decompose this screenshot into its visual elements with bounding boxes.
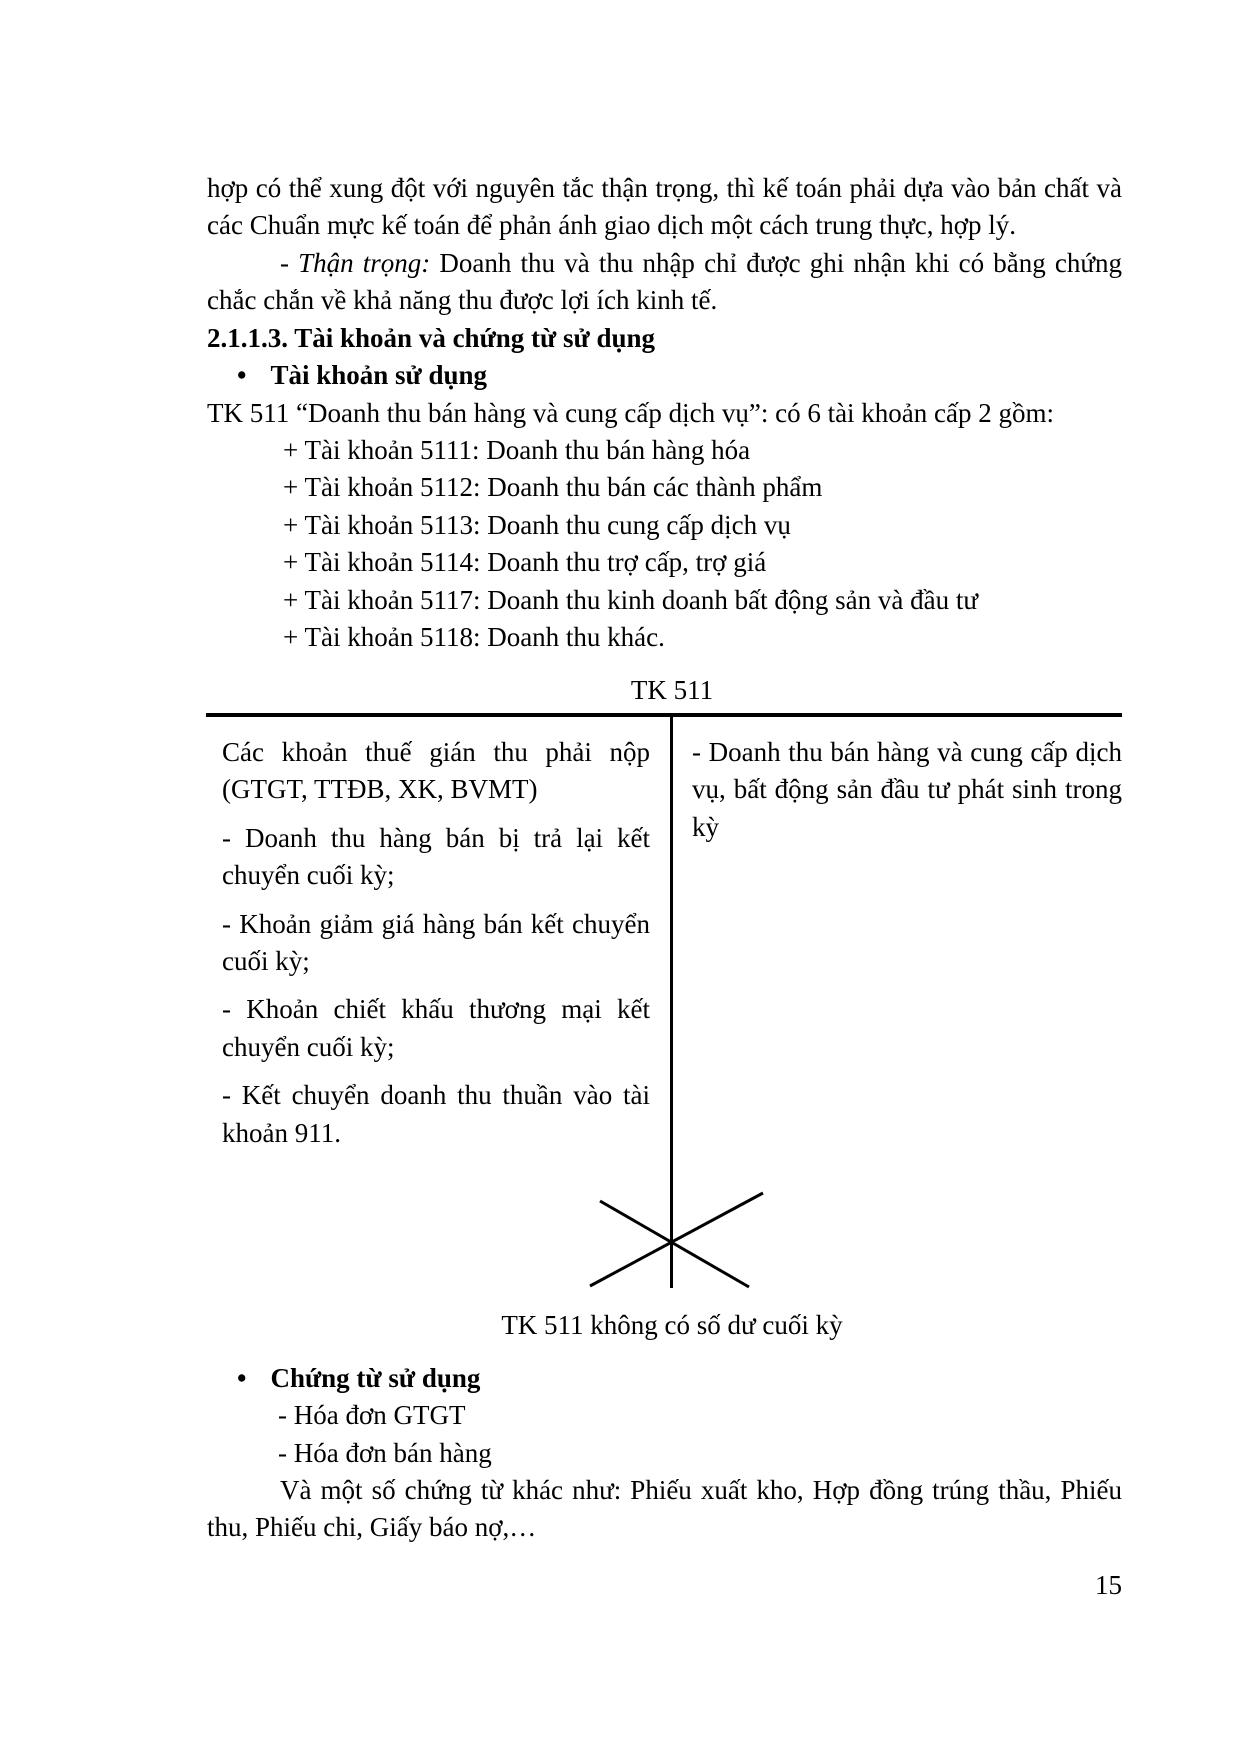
documents-closing-paragraph: Và một số chứng từ khác như: Phiếu xuất kho, Hợp đồng trúng thầu, Phiếu thu, Phiếu chi, Giấy báo nợ,…	[207, 1475, 1122, 1543]
prudence-text: Doanh thu và thu nhập chỉ được ghi nhận khi có bằng chứng chắc chắn về khả năng thu được lợi ích kinh tế.	[207, 248, 1122, 316]
document-item: - Hóa đơn GTGT	[278, 1400, 466, 1430]
bullet-icon: •	[237, 360, 247, 390]
documents-bullet-line	[207, 1360, 1152, 1397]
documents-bullet-label: Chứng từ sử dụng	[270, 1363, 481, 1393]
accounts-bullet-label: Tài khoản sử dụng	[270, 360, 488, 390]
t-account-credit-cell	[692, 734, 1122, 857]
sub-account-list	[207, 432, 1122, 656]
list-item: + Tài khoản 5118: Doanh thu khác.	[283, 622, 665, 653]
t-account-top-rule	[206, 713, 1122, 717]
list-item: + Tài khoản 5112: Doanh thu bán các thành phẩm	[283, 472, 823, 503]
dash: -	[280, 248, 299, 278]
accounts-bullet-line	[207, 357, 1152, 394]
intro-paragraph: hợp có thể xung đột với nguyên tắc thận trọng, thì kế toán phải dựa vào bản chất và các Chuẩn mực kế toán để phản ánh giao dịch một cách trung thực, hợp lý.	[207, 173, 1122, 241]
debit-item: - Khoản chiết khấu thương mại kết chuyển cuối kỳ;	[222, 994, 650, 1062]
debit-item: - Khoản giảm giá hàng bán kết chuyển cuối kỳ;	[222, 908, 650, 977]
list-item: + Tài khoản 5113: Doanh thu cung cấp dịch vụ	[283, 509, 791, 540]
bullet-icon: •	[237, 1363, 247, 1393]
prudence-term: Thận trọng:	[298, 248, 431, 278]
debit-item: - Doanh thu hàng bán bị trả lại kết chuyển cuối kỳ;	[222, 822, 650, 891]
t-account-caption: TK 511 không có số dư cuối kỳ	[501, 1310, 843, 1340]
credit-item: - Doanh thu bán hàng và cung cấp dịch vụ, bất động sản đầu tư phát sinh trong kỳ	[692, 737, 1122, 842]
page-number: 15	[1095, 1570, 1122, 1600]
x-mark-icon	[580, 1185, 770, 1295]
t-account-debit-cell	[222, 734, 650, 1163]
list-item: + Tài khoản 5111: Doanh thu bán hàng hóa	[283, 435, 751, 465]
prudence-paragraph	[207, 245, 1122, 320]
document-item: - Hóa đơn bán hàng	[278, 1438, 492, 1468]
debit-item: - Kết chuyển doanh thu thuần vào tài khoản 911.	[222, 1080, 650, 1148]
list-item: + Tài khoản 5117: Doanh thu kinh doanh bất động sản và đầu tư	[283, 584, 978, 615]
t-account-title: TK 511	[630, 675, 714, 705]
list-item: + Tài khoản 5114: Doanh thu trợ cấp, trợ giá	[283, 547, 767, 578]
tk511-intro: TK 511 “Doanh thu bán hàng và cung cấp dịch vụ”: có 6 tài khoản cấp 2 gồm:	[207, 398, 1055, 428]
debit-item: Các khoản thuế gián thu phải nộp (GTGT, TTĐB, XK, BVMT)	[222, 737, 650, 805]
section-heading: 2.1.1.3. Tài khoản và chứng từ sử dụng	[207, 323, 655, 353]
